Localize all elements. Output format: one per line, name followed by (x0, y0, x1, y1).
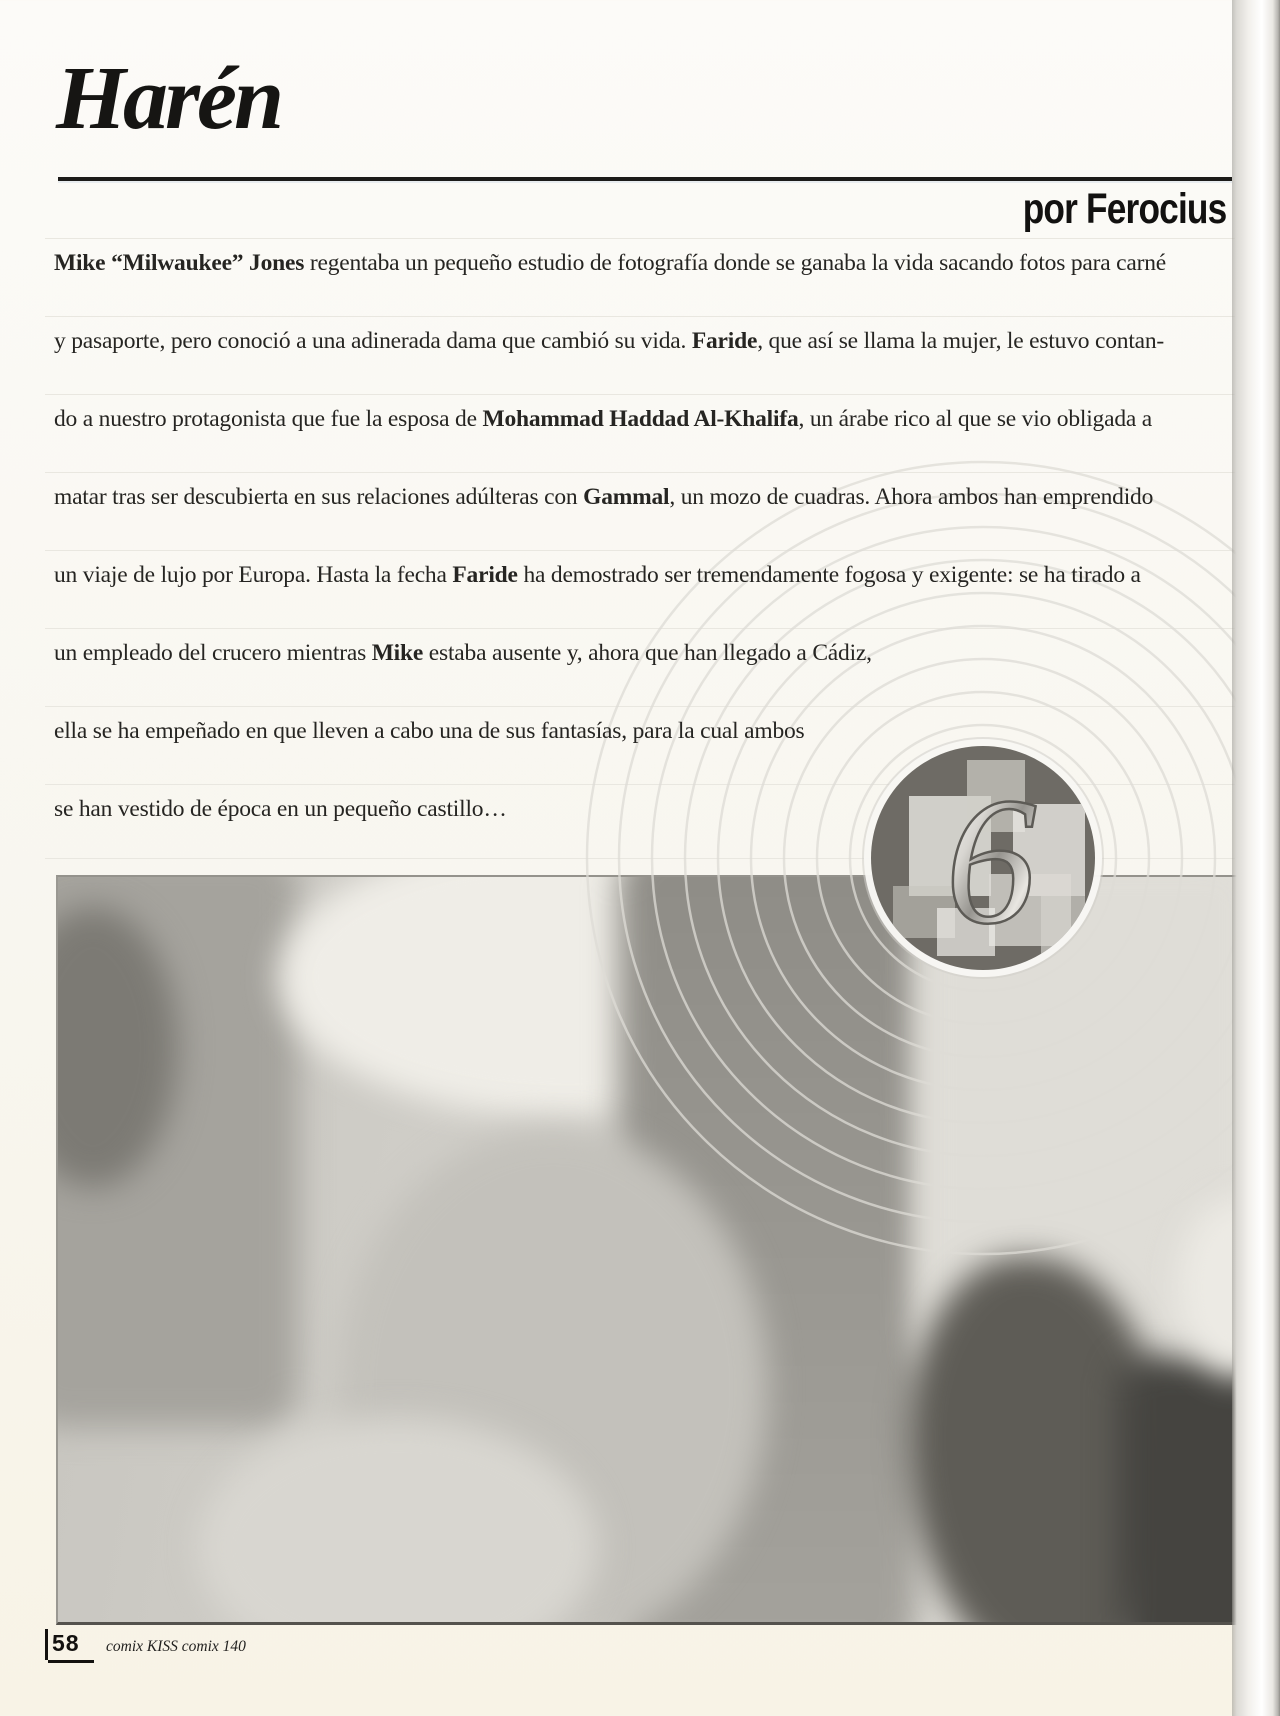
page-number: 58 (52, 1630, 80, 1656)
text-segment: un empleado del crucero mientras (54, 640, 372, 666)
intro-line-7 (54, 716, 1230, 746)
text-segment: , que así se llama la mujer, le estuvo contan- (757, 328, 1165, 354)
text-segment: Mohammad Haddad Al-Khalifa (482, 406, 799, 432)
intro-line-3 (54, 404, 1230, 434)
intro-line-2 (54, 326, 1230, 356)
text-segment: Mike (371, 640, 424, 666)
text-segment: un viaje de lujo por Europa. Hasta la fecha (54, 562, 453, 588)
text-segment: Faride (691, 328, 758, 354)
intro-line-1 (54, 248, 1230, 278)
text-segment: se han vestido de época en un pequeño castillo… (54, 796, 507, 822)
author-byline: por Ferocius (1022, 185, 1226, 233)
text-segment: y pasaporte, pero conoció a una adinerada dama que cambió su vida. (54, 328, 692, 354)
text-segment: , un árabe rico al que se vio obligada a (798, 406, 1153, 432)
text-segment: estaba ausente y, ahora que han llegado a Cádiz, (423, 640, 872, 666)
magazine-issue-label: comix KISS comix 140 (106, 1638, 246, 1655)
text-segment: ella se ha empeñado en que lleven a cabo una de sus fantasías, para la cual ambos (54, 718, 805, 744)
ruled-line (45, 316, 1235, 317)
intro-line-4 (54, 482, 1230, 512)
text-segment: matar tras ser descubierta en sus relaciones adúlteras con (54, 484, 584, 510)
ruled-line (45, 238, 1235, 239)
intro-line-6 (54, 638, 1230, 668)
text-segment: do a nuestro protagonista que fue la esposa de (54, 406, 483, 432)
chapter-number-graphic (871, 746, 1095, 970)
text-segment: Faride (452, 562, 518, 588)
footer-corner-bar (45, 1629, 48, 1660)
text-segment: , un mozo de cuadras. Ahora ambos han emprendido (669, 484, 1154, 510)
page-number-underline (48, 1660, 94, 1663)
intro-line-5 (54, 560, 1230, 590)
chapter-number: 6 (945, 761, 1037, 962)
title-rule (58, 177, 1232, 181)
page-edge-shadow (1232, 0, 1280, 1716)
text-segment: regentaba un pequeño estudio de fotografía donde se ganaba la vida sacando fotos para carné (304, 250, 1167, 276)
chapter-badge (871, 746, 1095, 970)
ruled-line (45, 394, 1235, 395)
intro-line-8 (54, 794, 1230, 824)
text-segment: Gammal (583, 484, 670, 510)
text-segment: Mike “Milwaukee” Jones (54, 250, 305, 276)
text-segment: ha demostrado ser tremendamente fogosa y exigente: se ha tirado a (517, 562, 1141, 588)
illustration-tone-corner (1118, 1357, 1239, 1625)
page-title: Harén (56, 49, 282, 148)
